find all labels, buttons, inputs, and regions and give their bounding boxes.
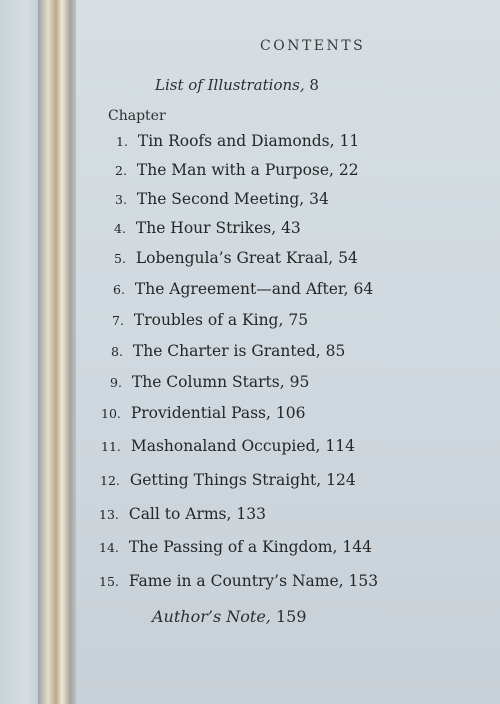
chapter-page: 106 (275, 404, 306, 422)
chapter-entry (115, 190, 329, 208)
chapter-page: 34 (309, 190, 329, 208)
chapter-title: Call to Arms, (128, 505, 232, 523)
chapter-number: 2. (115, 163, 127, 178)
chapter-page: 153 (348, 572, 379, 590)
chapter-number: 6. (113, 282, 125, 297)
chapter-page: 54 (338, 249, 358, 267)
chapter-entry (113, 280, 373, 298)
chapter-number: 7. (112, 313, 124, 328)
chapter-title: Tin Roofs and Diamonds, (137, 132, 335, 150)
chapter-page: 75 (288, 311, 309, 329)
chapter-number: 8. (111, 344, 123, 359)
chapter-title: Mashonaland Occupied, (130, 437, 321, 455)
chapter-number: 1. (116, 134, 128, 149)
chapter-title: Lobengula’s Great Kraal, (135, 249, 334, 267)
chapter-entry (115, 161, 359, 179)
illustrations-page: 8 (309, 76, 319, 94)
chapter-entry (99, 538, 372, 556)
author-note-page: 159 (275, 607, 307, 626)
chapter-number: 12. (100, 473, 120, 488)
chapter-page: 22 (338, 161, 359, 179)
chapter-title: The Column Starts, (131, 373, 285, 391)
chapter-number: 14. (99, 540, 119, 555)
chapter-entry (110, 373, 309, 391)
chapter-title: Fame in a Country’s Name, (128, 572, 344, 590)
chapter-title: The Agreement—and After, (134, 280, 349, 298)
chapter-title: Getting Things Straight, (129, 471, 322, 489)
chapter-title: The Passing of a Kingdom, (128, 538, 338, 556)
chapter-entry (99, 572, 378, 590)
chapter-number: 13. (99, 507, 119, 522)
chapter-entry (114, 249, 358, 267)
chapter-title: The Charter is Granted, (132, 342, 321, 360)
chapter-page: 124 (326, 471, 356, 489)
chapter-label: Chapter (108, 108, 166, 124)
chapter-page: 95 (289, 373, 310, 391)
page-title: CONTENTS (260, 38, 366, 54)
chapter-page: 85 (325, 342, 346, 360)
chapter-number: 15. (99, 574, 119, 589)
book-gutter (38, 0, 78, 704)
chapter-entry (111, 342, 345, 360)
illustrations-entry (155, 76, 319, 94)
chapter-number: 9. (110, 375, 122, 390)
chapter-entry (100, 471, 356, 489)
chapter-entry (101, 404, 305, 422)
chapter-page: 114 (325, 437, 355, 455)
chapter-page: 133 (236, 505, 266, 523)
chapter-title: Troubles of a King, (133, 311, 284, 329)
chapter-title: The Second Meeting, (136, 190, 305, 208)
chapter-entry (99, 505, 266, 523)
chapter-page: 11 (339, 132, 360, 150)
chapter-page: 43 (281, 219, 301, 237)
chapter-entry (101, 437, 355, 455)
chapter-entry (112, 311, 308, 329)
chapter-title: Providential Pass, (130, 404, 271, 422)
chapter-title: The Man with a Purpose, (136, 161, 334, 179)
chapter-page: 144 (342, 538, 372, 556)
chapter-number: 11. (101, 439, 121, 454)
chapter-title: The Hour Strikes, (135, 219, 277, 237)
chapter-number: 10. (101, 406, 121, 421)
chapter-entry (114, 219, 301, 237)
author-note-title: Author’s Note, (152, 607, 271, 626)
chapter-number: 4. (114, 221, 126, 236)
chapter-page: 64 (353, 280, 374, 298)
author-note-entry (152, 607, 307, 626)
illustrations-title: List of Illustrations, (155, 76, 305, 94)
chapter-number: 5. (114, 251, 126, 266)
chapter-number: 3. (115, 192, 127, 207)
chapter-entry (116, 132, 359, 150)
